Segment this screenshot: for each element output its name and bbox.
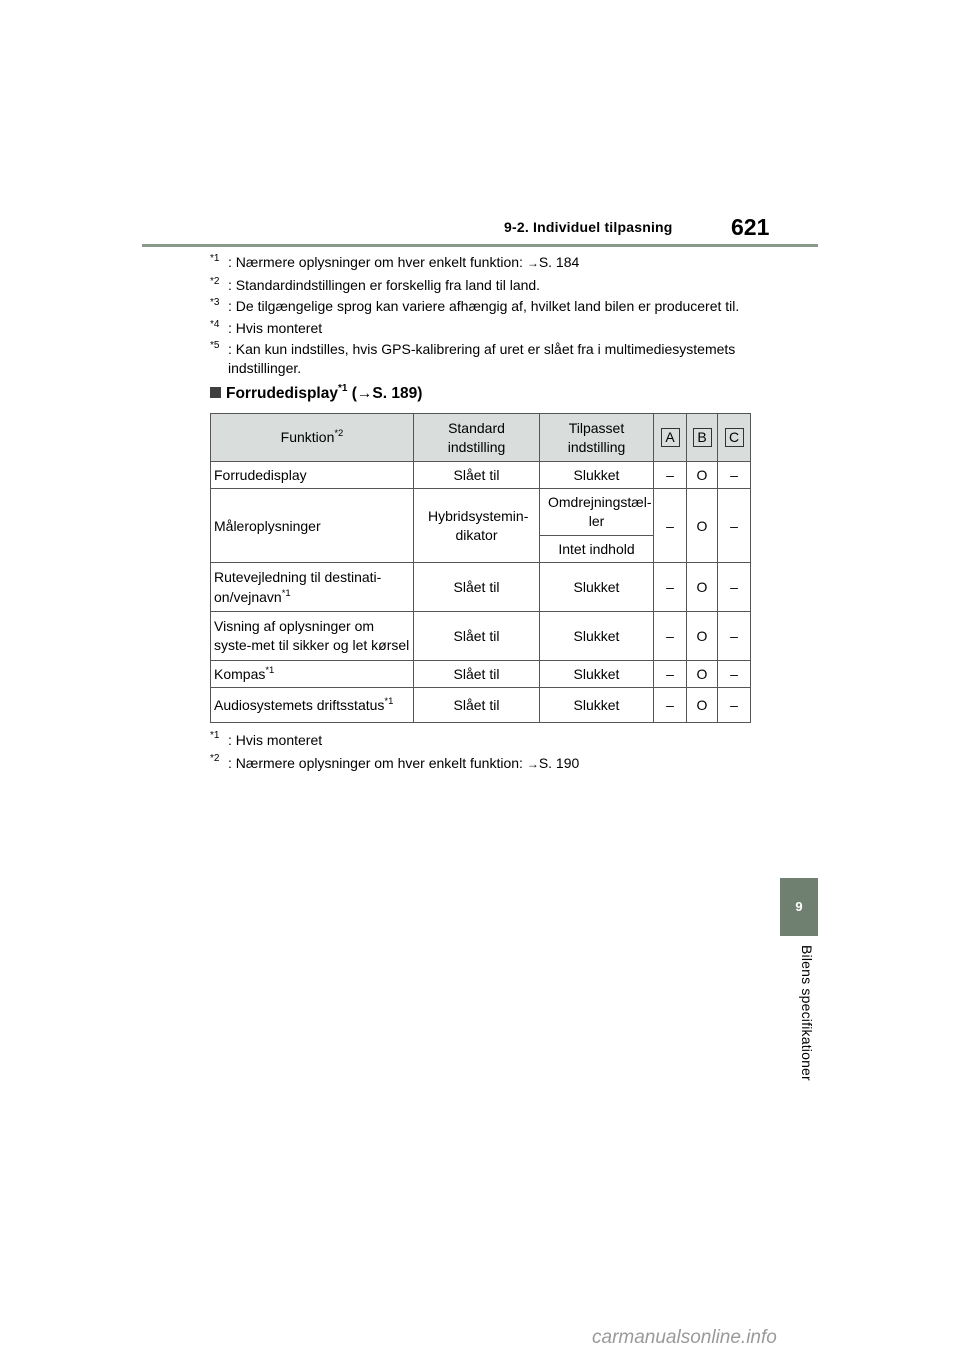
footnote-mark: *4 [210,318,220,330]
cell-b: O [687,661,718,688]
cell-standard: Slået til [414,462,540,489]
col-header-standard: Standard indstilling [414,414,540,462]
cell-funktion: Forrudedisplay [211,462,414,489]
table-row [211,688,751,723]
table-row [211,661,751,688]
footnote-mark: *3 [210,297,220,308]
cell-c: – [718,612,751,661]
col-header-b [687,414,718,462]
cell-b: O [687,688,718,723]
square-bullet-icon [210,387,221,398]
cell-tilpasset: Slukket [540,661,654,688]
page-reference[interactable]: S. 189) [372,385,423,402]
cell-standard: Slået til [414,661,540,688]
footnote-mark: *2 [210,275,220,287]
cell-c: – [718,688,751,723]
cell-tilpasset-alt: Intet indhold [540,536,654,563]
footnote-5 [210,340,770,378]
table-footnote-2 [210,753,750,774]
cell-funktion: Kompas$^{*1}$ [211,661,414,688]
cell-tilpasset: Omdrejningstæl-ler [540,489,654,536]
header-rule [142,244,818,247]
section-heading-ref-open: ( [347,385,357,402]
cell-tilpasset: Slukket [540,563,654,612]
col-header-tilpasset: Tilpasset indstilling [540,414,654,462]
cell-tilpasset: Slukket [540,612,654,661]
cell-b: O [687,563,718,612]
section-heading-title: Forrudedisplay [226,385,338,402]
footnote-text: : Nærmere oplysninger om hver enkelt funktion: [228,755,527,771]
table-row [211,612,751,661]
col-label-b: B [693,428,712,447]
footnote-text: : Nærmere oplysninger om hver enkelt funktion: [228,254,527,270]
section-title: 9-2. Individuel tilpasning [504,219,673,235]
footnote-1 [210,253,770,273]
settings-table [210,413,751,723]
cell-b: O [687,489,718,563]
arrow-icon: → [526,256,539,270]
cell-c: – [718,489,751,563]
cell-tilpasset: Slukket [540,462,654,489]
cell-c: – [718,563,751,612]
cell-standard: Slået til [414,688,540,723]
cell-c: – [718,462,751,489]
cell-a: – [654,563,687,612]
table-row [211,489,751,536]
footnote-text: : Kan kun indstilles, hvis GPS-kalibrering af uret er slået fra i multimediesystemets indstillinger. [228,341,736,376]
cell-c: – [718,661,751,688]
cell-funktion: Visning af oplysninger om syste-met til sikker og let kørsel [211,612,414,661]
cell-a: – [654,462,687,489]
col-header-funktion: Funktion$^{*2}$ [211,414,414,462]
arrow-icon: → [356,385,373,402]
cell-b: O [687,612,718,661]
footnote-mark: *1 [265,665,275,676]
cell-funktion: Rutevejledning til destinati-on/vejnavn$^{*1}$ [211,563,414,612]
page-number: 621 [731,214,770,240]
footnote-mark: *2 [210,753,220,764]
col-header-c [718,414,751,462]
col-header-a [654,414,687,462]
arrow-icon: → [526,757,539,771]
col-label-c: C [725,428,744,447]
cell-funktion: Audiosystemets driftsstatus$^{*1}$ [211,688,414,723]
footnote-2 [210,276,770,295]
page-reference[interactable]: S. 184 [538,254,580,270]
footnote-mark: *1 [210,730,220,741]
cell-a: – [654,489,687,563]
section-heading [210,383,422,403]
table-header-row [211,414,751,462]
footnote-text: : Hvis monteret [228,319,323,336]
chapter-label: Bilens specifikationer [799,945,815,1081]
footnote-mark: *2 [334,428,344,439]
footnote-4 [210,319,770,338]
watermark: carmanualsonline.info [592,1327,777,1348]
table-row [211,462,751,489]
cell-a: – [654,612,687,661]
cell-a: – [654,661,687,688]
footnote-text: : Standardindstillingen er forskellig fra land til land. [228,276,541,293]
table-row [211,563,751,612]
footnote-text: : De tilgængelige sprog kan variere afhængig af, hvilket land bilen er produceret til. [228,298,740,314]
footnote-mark: *1 [281,588,291,599]
col-label-a: A [661,428,680,447]
footnote-text: : Hvis monteret [228,732,323,748]
cell-standard: Slået til [414,563,540,612]
cell-funktion: Måleroplysninger [211,489,414,563]
footnote-3 [210,297,770,316]
table-footnote-1 [210,730,750,750]
footnote-mark: *5 [210,340,220,351]
chapter-tab[interactable]: 9 [780,878,818,936]
cell-b: O [687,462,718,489]
cell-tilpasset: Slukket [540,688,654,723]
footnotes-top [210,253,770,381]
footnotes-bottom [210,730,750,777]
cell-a: – [654,688,687,723]
footnote-mark: *1 [210,253,220,264]
cell-standard: Hybridsystemin-dikator [414,489,540,563]
footnote-mark: *1 [337,383,348,394]
page-reference[interactable]: S. 190 [538,755,580,771]
footnote-mark: *1 [384,696,394,707]
cell-standard: Slået til [414,612,540,661]
